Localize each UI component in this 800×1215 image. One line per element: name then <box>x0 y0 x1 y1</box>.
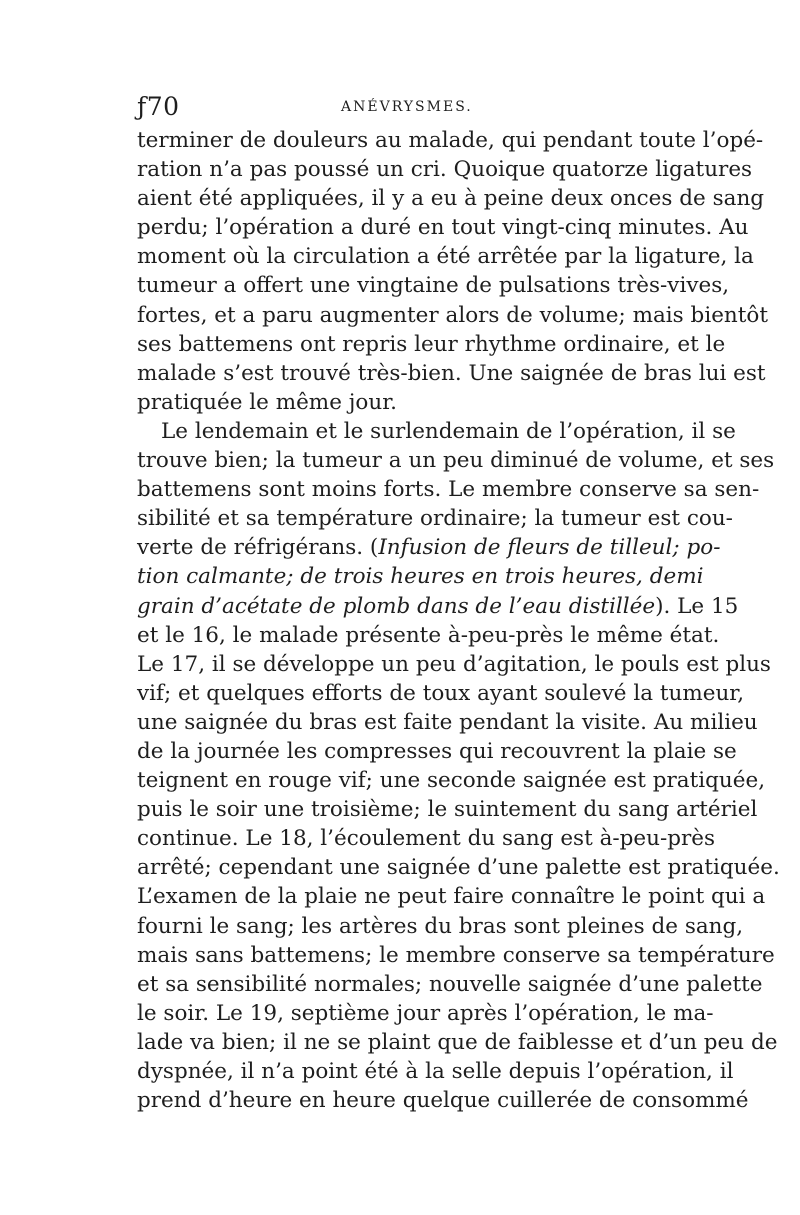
text-line: ses battemens ont repris leur rhythme ordinaire, et le <box>137 331 726 357</box>
text-line: terminer de douleurs au malade, qui pendant toute l’opé- <box>137 128 764 153</box>
text-line: Le 17, il se développe un peu d’agitation, le pouls est plus <box>137 651 771 677</box>
text-line: fourni le sang; les artères du bras sont pleines de sang, <box>137 913 744 939</box>
text-line: prend d’heure en heure quelque cuillerée de consommé <box>137 1088 749 1114</box>
text-line <box>137 562 704 591</box>
text-line: une saignée du bras est faite pendant la visite. Au milieu <box>137 709 758 735</box>
running-title: ANÉVRYSMES. <box>341 99 473 115</box>
text-line <box>137 533 721 562</box>
line-italic: tion calmante; de trois heures en trois heures, demi <box>137 564 704 590</box>
text-line: L’examen de la plaie ne peut faire connaître le point qui a <box>137 884 766 910</box>
text-line: dyspnée, il n’a point été à la selle depuis l’opération, il <box>137 1059 734 1084</box>
text-line: teignent en rouge vif; une seconde saignée est pratiquée, <box>137 768 766 794</box>
text-line: lade va bien; il ne se plaint que de faiblesse et d’un peu de <box>137 1029 778 1055</box>
line-italic: Infusion de fleurs de tilleul; po- <box>378 535 721 561</box>
text-line: tumeur a offert une vingtaine de pulsations très-vives, <box>137 273 730 299</box>
text-line: perdu; l’opération a duré en tout vingt-cinq minutes. Au <box>137 215 749 241</box>
text-line: et le 16, le malade présente à-peu-près le même état. <box>137 622 720 648</box>
line-roman: ). Le 15 <box>655 593 739 619</box>
text-line: arrêté; cependant une saignée d’une palette est pratiquée. <box>137 855 780 881</box>
text-line: malade s’est trouvé très-bien. Une saignée de bras lui est <box>137 360 766 386</box>
page-number: ƒ70 <box>137 92 180 121</box>
text-line: continue. Le 18, l’écoulement du sang est à-peu-près <box>137 826 716 852</box>
body-text <box>137 126 780 1115</box>
text-line: et sa sensibilité normales; nouvelle saignée d’une palette <box>137 971 763 997</box>
text-line: le soir. Le 19, septième jour après l’opération, le ma- <box>137 1000 714 1026</box>
text-line: vif; et quelques efforts de toux ayant soulevé la tumeur, <box>137 680 745 706</box>
text-line: puis le soir une troisième; le suintement du sang artériel <box>137 797 758 823</box>
text-line: mais sans battemens; le membre conserve sa température <box>137 942 775 968</box>
text-line: ration n’a pas poussé un cri. Quoique quatorze ligatures <box>137 157 753 183</box>
line-italic: grain d’acétate de plomb dans de l’eau distillée <box>137 593 656 619</box>
text-line: de la journée les compresses qui recouvrent la plaie se <box>137 738 737 764</box>
page-header <box>137 94 677 120</box>
text-line <box>137 592 739 621</box>
text-line: moment où la circulation a été arrêtée par la ligature, la <box>137 244 754 270</box>
text-line: battemens sont moins forts. Le membre conserve sa sen- <box>137 477 760 503</box>
text-line: pratiquée le même jour. <box>137 389 397 415</box>
line-roman: verte de réfrigérans. ( <box>137 535 379 561</box>
text-line: fortes, et a paru augmenter alors de volume; mais bientôt <box>137 302 768 328</box>
text-line: aient été appliquées, il y a eu à peine deux onces de sang <box>137 186 765 212</box>
text-line: sibilité et sa température ordinaire; la tumeur est cou- <box>137 506 733 532</box>
text-line: trouve bien; la tumeur a un peu diminué de volume, et ses <box>137 448 775 474</box>
text-line: Le lendemain et le surlendemain de l’opération, il se <box>161 418 736 444</box>
